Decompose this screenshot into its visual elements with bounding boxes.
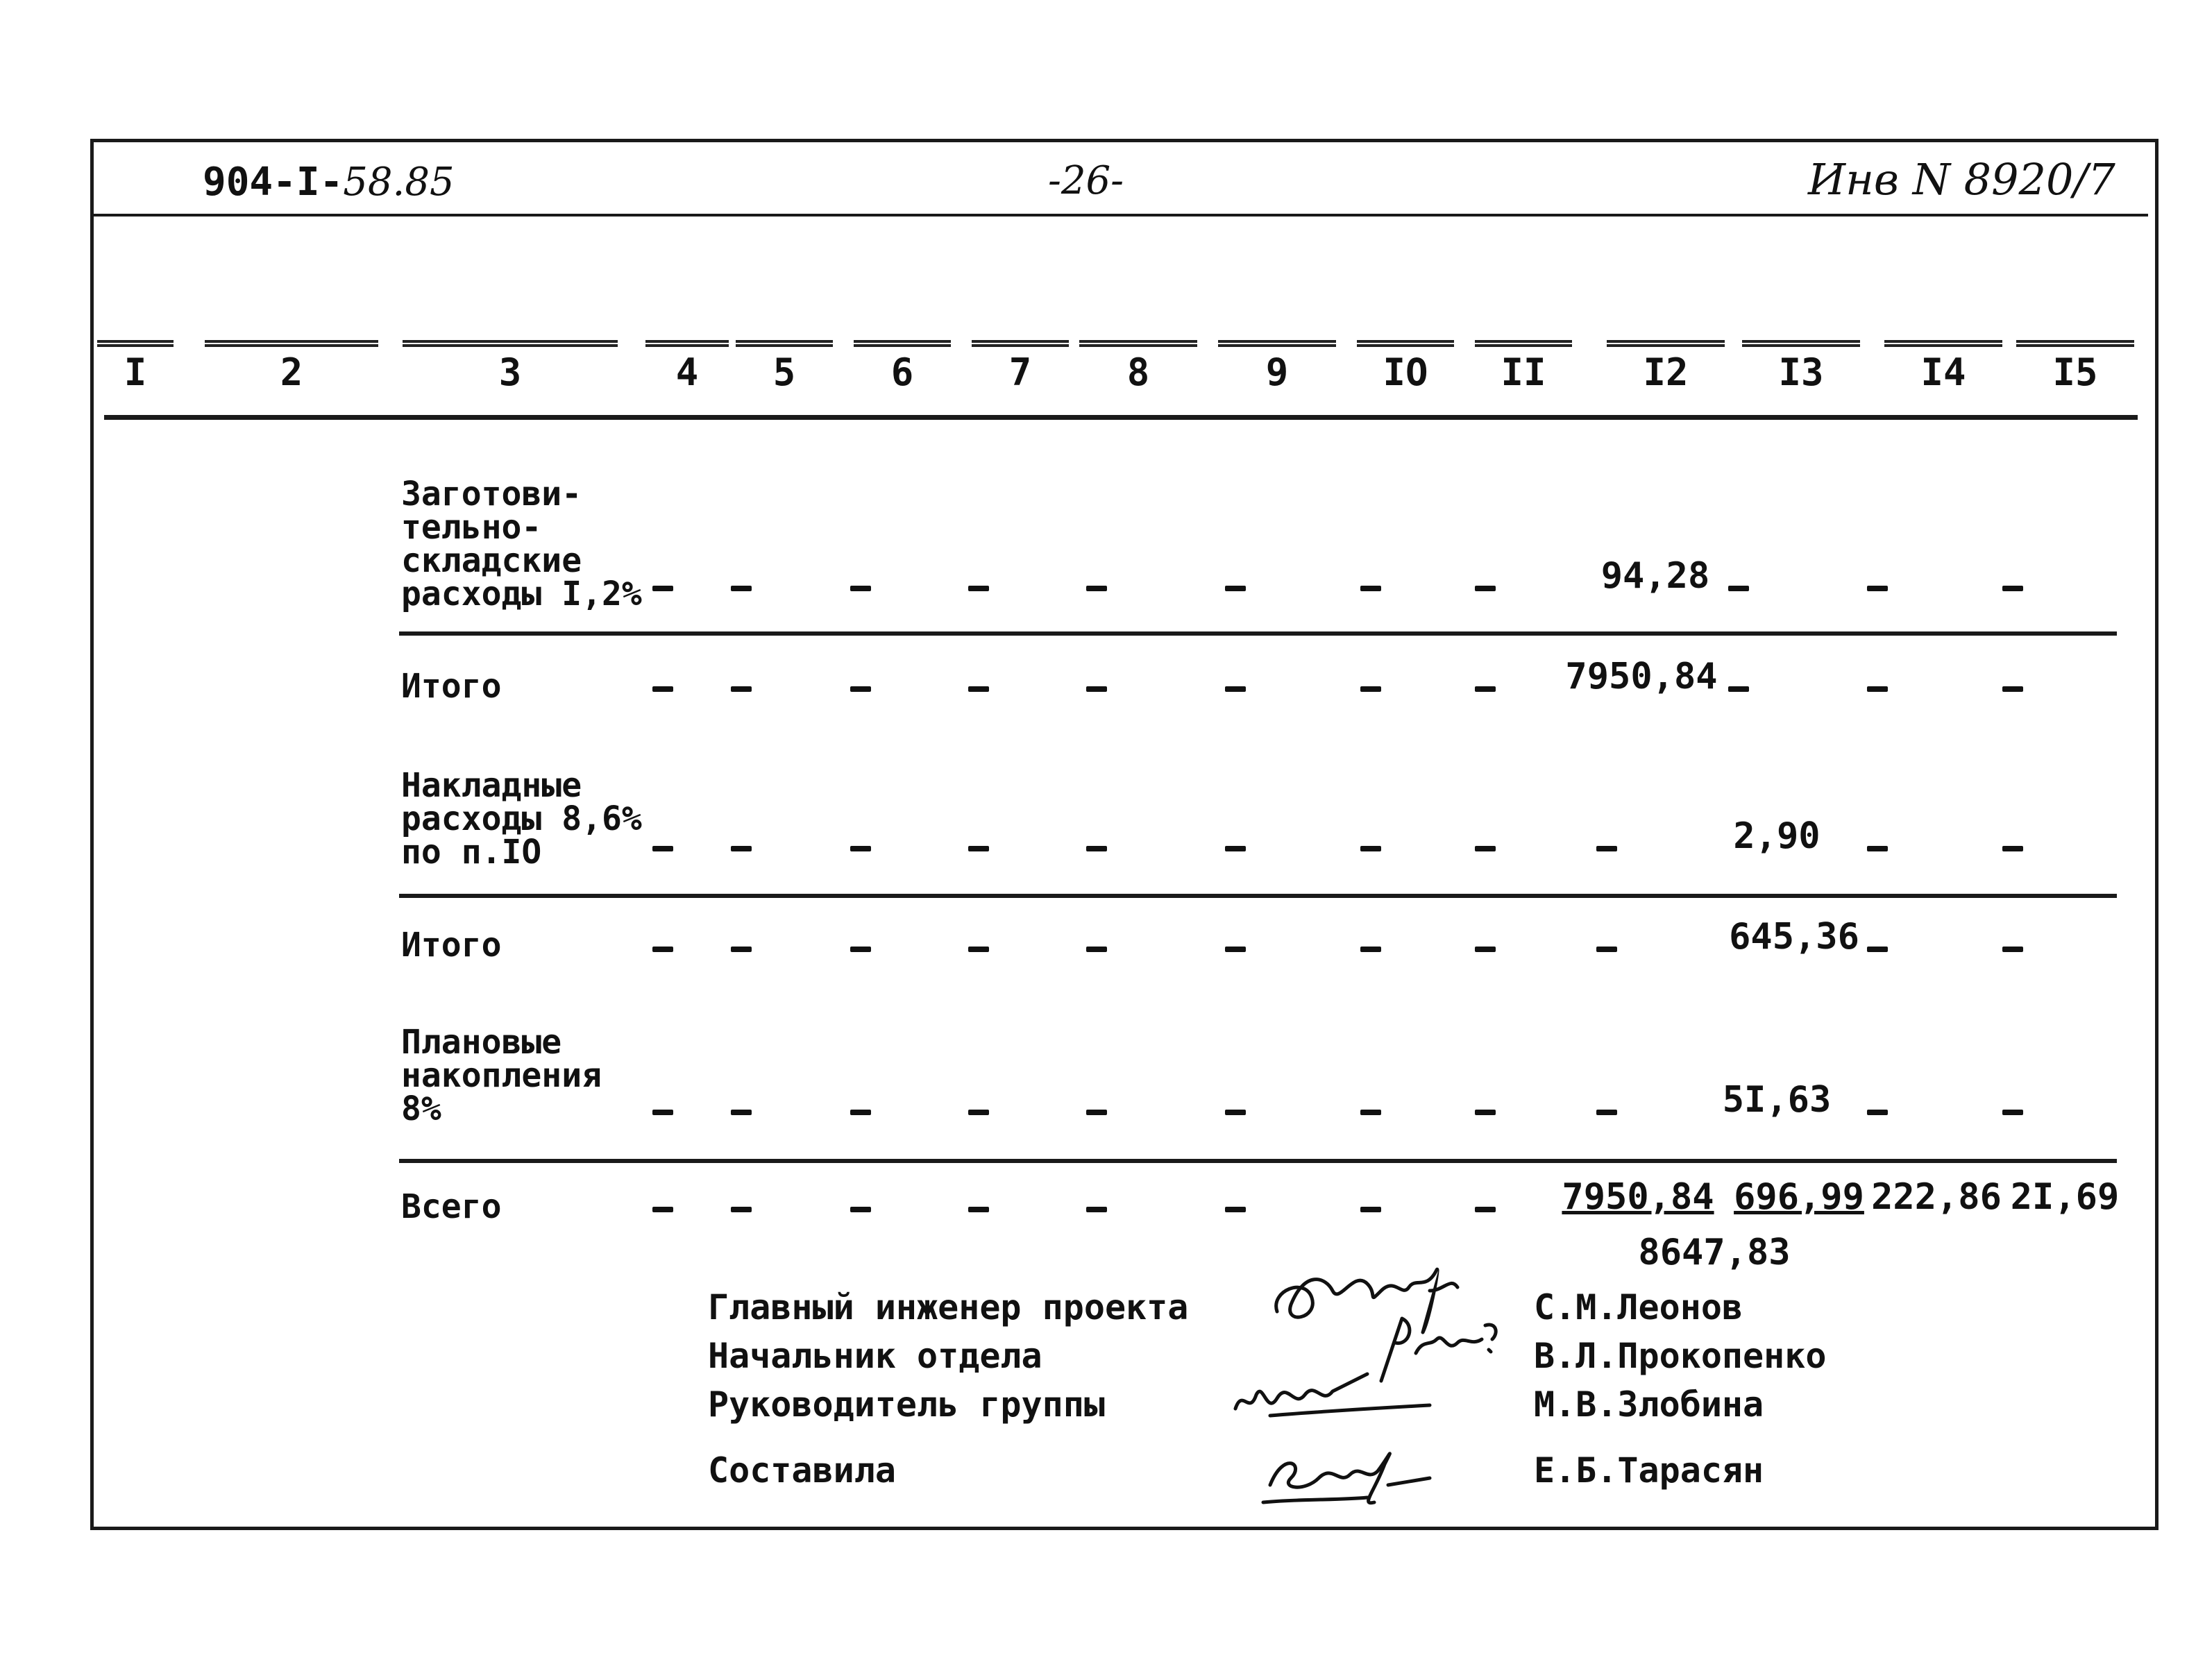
empty-cell-dash xyxy=(1867,586,1888,591)
column-number: I xyxy=(124,350,147,394)
row-label: Заготови- тельно- складские расходы I,2% xyxy=(401,475,642,613)
empty-cell-dash xyxy=(968,947,989,952)
value-cell: 696,99 xyxy=(1734,1176,1864,1218)
empty-cell-dash xyxy=(2002,1110,2023,1115)
doc-code-prefix: 904-I- xyxy=(203,160,344,205)
column-header-bar xyxy=(1079,340,1197,347)
column-header-bar xyxy=(1607,340,1725,347)
empty-cell-dash xyxy=(1360,1207,1381,1212)
column-number: 7 xyxy=(1008,350,1032,394)
empty-cell-dash xyxy=(1225,1207,1246,1212)
row-label: Всего xyxy=(401,1187,502,1226)
empty-cell-dash xyxy=(850,947,871,952)
column-number: 6 xyxy=(890,350,914,394)
empty-cell-dash xyxy=(731,846,752,851)
empty-cell-dash xyxy=(1360,586,1381,591)
empty-cell-dash xyxy=(652,947,673,952)
column-header-bar xyxy=(2016,340,2134,347)
signatory-name: Е.Б.Тарасян xyxy=(1534,1450,1764,1491)
empty-cell-dash xyxy=(1086,846,1107,851)
empty-cell-dash xyxy=(2002,686,2023,692)
page-number: -26- xyxy=(1048,158,1124,203)
row-label: Итого xyxy=(401,667,502,706)
column-header-bar xyxy=(736,340,833,347)
empty-cell-dash xyxy=(1225,846,1246,851)
empty-cell-dash xyxy=(1475,686,1496,692)
empty-cell-dash xyxy=(1225,947,1246,952)
value-cell: 7950,84 xyxy=(1562,1176,1714,1218)
empty-cell-dash xyxy=(731,947,752,952)
empty-cell-dash xyxy=(1728,686,1749,692)
value-cell: 2,90 xyxy=(1733,815,1820,857)
empty-cell-dash xyxy=(1086,1110,1107,1115)
signatory-title: Начальник отдела xyxy=(708,1336,1042,1376)
empty-cell-dash xyxy=(850,1207,871,1212)
empty-cell-dash xyxy=(652,586,673,591)
column-number: 9 xyxy=(1265,350,1289,394)
empty-cell-dash xyxy=(1086,947,1107,952)
column-header-bar xyxy=(403,340,618,347)
empty-cell-dash xyxy=(1225,686,1246,692)
section-rule xyxy=(399,1159,2117,1163)
empty-cell-dash xyxy=(731,586,752,591)
empty-cell-dash xyxy=(850,846,871,851)
value-cell: 222,86 xyxy=(1871,1176,2002,1218)
value-cell: 5I,63 xyxy=(1722,1079,1832,1121)
column-number: 3 xyxy=(498,350,522,394)
value-cell: 94,28 xyxy=(1600,555,1710,597)
empty-cell-dash xyxy=(1360,947,1381,952)
empty-cell-dash xyxy=(1225,586,1246,591)
column-number: I4 xyxy=(1920,350,1966,394)
empty-cell-dash xyxy=(652,1110,673,1115)
empty-cell-dash xyxy=(652,846,673,851)
empty-cell-dash xyxy=(1867,686,1888,692)
empty-cell-dash xyxy=(968,686,989,692)
row-label: Плановые накопления 8% xyxy=(401,1023,602,1128)
column-header-rule xyxy=(104,415,2138,420)
empty-cell-dash xyxy=(1596,1110,1617,1115)
column-number: 5 xyxy=(772,350,796,394)
signatory-title: Руководитель группы xyxy=(708,1384,1105,1425)
empty-cell-dash xyxy=(652,1207,673,1212)
empty-cell-dash xyxy=(1360,1110,1381,1115)
empty-cell-dash xyxy=(1475,846,1496,851)
signatory-name: В.Л.Прокопенко xyxy=(1534,1336,1827,1376)
empty-cell-dash xyxy=(2002,586,2023,591)
empty-cell-dash xyxy=(1475,1207,1496,1212)
signature-zlobina xyxy=(1228,1367,1437,1429)
empty-cell-dash xyxy=(850,1110,871,1115)
section-rule xyxy=(399,631,2117,636)
column-header-bar xyxy=(854,340,951,347)
column-number: 8 xyxy=(1126,350,1150,394)
empty-cell-dash xyxy=(1867,947,1888,952)
signatory-title: Главный инженер проекта xyxy=(708,1287,1189,1327)
column-header-bar xyxy=(1218,340,1336,347)
empty-cell-dash xyxy=(1867,846,1888,851)
column-header-bar xyxy=(97,340,174,347)
empty-cell-dash xyxy=(2002,947,2023,952)
column-number: 4 xyxy=(675,350,699,394)
value-cell: 2I,69 xyxy=(2010,1176,2120,1218)
empty-cell-dash xyxy=(1086,1207,1107,1212)
empty-cell-dash xyxy=(731,1207,752,1212)
column-number: 2 xyxy=(280,350,303,394)
empty-cell-dash xyxy=(1475,947,1496,952)
empty-cell-dash xyxy=(850,586,871,591)
signatory-title: Составила xyxy=(708,1450,896,1491)
empty-cell-dash xyxy=(968,846,989,851)
value-cell: 7950,84 xyxy=(1565,656,1718,697)
column-number: I5 xyxy=(2052,350,2098,394)
empty-cell-dash xyxy=(731,686,752,692)
empty-cell-dash xyxy=(1867,1110,1888,1115)
empty-cell-dash xyxy=(968,1110,989,1115)
grand-total: 8647,83 xyxy=(1638,1232,1791,1273)
row-label: Итого xyxy=(401,926,502,965)
header-rule xyxy=(94,214,2148,217)
empty-cell-dash xyxy=(2002,846,2023,851)
empty-cell-dash xyxy=(1086,686,1107,692)
empty-cell-dash xyxy=(1475,1110,1496,1115)
column-header-bar xyxy=(972,340,1069,347)
inventory-number: Инв N 8920/7 xyxy=(1808,154,2115,205)
column-number: I2 xyxy=(1643,350,1689,394)
empty-cell-dash xyxy=(1360,846,1381,851)
empty-cell-dash xyxy=(850,686,871,692)
column-header-bar xyxy=(1742,340,1860,347)
column-header-bar xyxy=(1884,340,2002,347)
empty-cell-dash xyxy=(1225,1110,1246,1115)
column-number: I3 xyxy=(1778,350,1824,394)
column-header-bar xyxy=(1475,340,1572,347)
empty-cell-dash xyxy=(652,686,673,692)
doc-code xyxy=(203,160,455,205)
section-rule xyxy=(399,894,2117,898)
empty-cell-dash xyxy=(1086,586,1107,591)
column-header-bar xyxy=(205,340,378,347)
column-number: II xyxy=(1501,350,1546,394)
empty-cell-dash xyxy=(731,1110,752,1115)
column-number: IO xyxy=(1383,350,1428,394)
signatory-name: С.М.Леонов xyxy=(1534,1287,1743,1327)
doc-code-suffix: 58.85 xyxy=(343,160,455,205)
signature-tarasyan xyxy=(1256,1436,1437,1513)
value-cell: 645,36 xyxy=(1729,916,1859,958)
row-label: Накладные расходы 8,6% по п.IO xyxy=(401,766,642,872)
empty-cell-dash xyxy=(1475,586,1496,591)
empty-cell-dash xyxy=(1596,947,1617,952)
column-header-bar xyxy=(645,340,729,347)
empty-cell-dash xyxy=(1596,846,1617,851)
signatory-name: М.В.Злобина xyxy=(1534,1384,1764,1425)
empty-cell-dash xyxy=(968,1207,989,1212)
column-header-bar xyxy=(1357,340,1454,347)
empty-cell-dash xyxy=(1360,686,1381,692)
empty-cell-dash xyxy=(1728,586,1749,591)
empty-cell-dash xyxy=(968,586,989,591)
